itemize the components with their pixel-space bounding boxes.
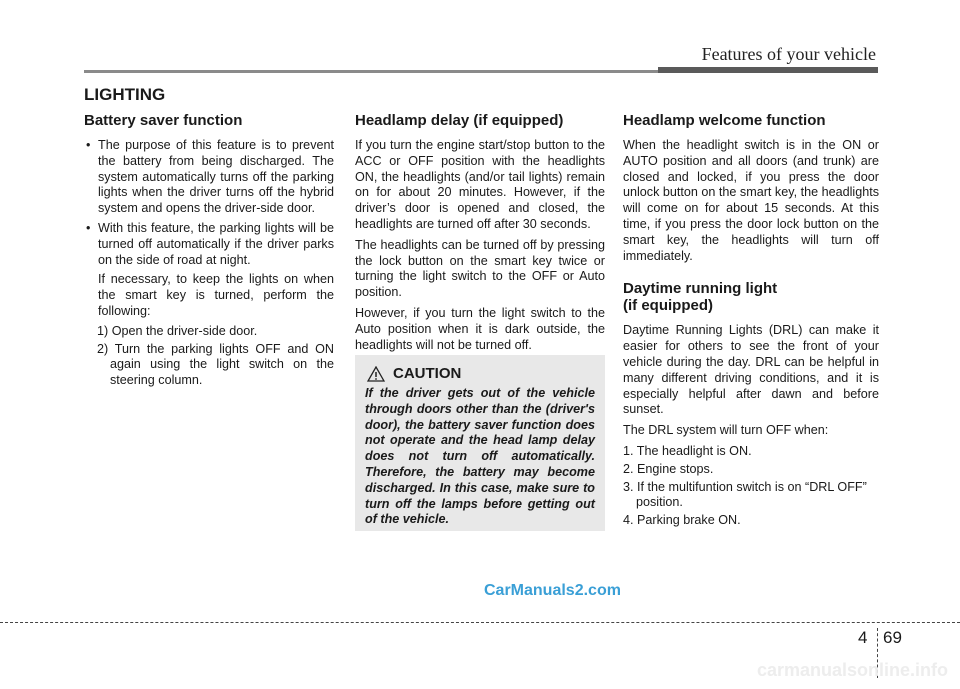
headlamp-delay-paragraph-1: If you turn the engine start/stop button to the ACC or OFF position with the headlights ON, the headlights (and/or tail lights) remain on for about 20 minutes. However, if the driver’s door is opened and closed, the headlights are turned off after 30 seconds. bbox=[355, 138, 605, 231]
drl-item-2: 2. Engine stops. bbox=[623, 461, 714, 476]
battery-bullet-2-text: With this feature, the parking lights will be turned off automatically if the driver parks on the side of road at night. bbox=[98, 220, 334, 267]
page-number: 69 bbox=[883, 628, 902, 647]
drl-heading-line-2: (if equipped) bbox=[623, 297, 713, 315]
battery-bullet-2 bbox=[84, 221, 334, 268]
battery-saver-heading: Battery saver function bbox=[84, 112, 243, 129]
caution-box bbox=[355, 355, 605, 531]
bullet-icon: • bbox=[86, 220, 91, 235]
drl-heading-line-1: Daytime running light bbox=[623, 280, 778, 298]
drl-item-4: 4. Parking brake ON. bbox=[623, 513, 741, 528]
drl-heading bbox=[623, 280, 879, 314]
battery-note: If necessary, to keep the lights on when the smart key is turned, perform the following: bbox=[98, 272, 334, 318]
header-title: Features of your vehicle bbox=[701, 44, 876, 64]
welcome-heading: Headlamp welcome function bbox=[623, 112, 826, 129]
battery-bullet-1 bbox=[84, 138, 334, 217]
column-welcome-drl bbox=[623, 112, 879, 531]
footer-site-watermark: carmanualsonline.info bbox=[756, 660, 948, 680]
battery-step-2: 2) Turn the parking lights OFF and ON again using the light switch on the steering column. bbox=[97, 341, 334, 388]
footer-divider bbox=[0, 622, 960, 623]
headlamp-delay-heading: Headlamp delay (if equipped) bbox=[355, 112, 564, 129]
battery-step-1: 1) Open the driver-side door. bbox=[97, 323, 258, 338]
drl-item-1: 1. The headlight is ON. bbox=[623, 443, 752, 458]
headlamp-delay-paragraph-3: However, if you turn the light switch to the Auto position when it is dark outside, the headlights will not be turned off. bbox=[355, 305, 605, 352]
warning-triangle-icon bbox=[367, 366, 385, 382]
column-headlamp-delay bbox=[355, 112, 605, 358]
drl-paragraph-2: The DRL system will turn OFF when: bbox=[623, 423, 829, 438]
caution-title: CAUTION bbox=[393, 365, 462, 382]
drl-item-3: 3. If the multifuntion switch is on “DRL OFF” position. bbox=[623, 479, 867, 510]
section-title: LIGHTING bbox=[84, 85, 166, 104]
drl-paragraph-1: Daytime Running Lights (DRL) can make it easier for others to see the front of your vehicle during the day. DRL can be helpful in many different driving conditions, and it is especially helpful after dawn and before sunset. bbox=[623, 323, 879, 417]
headlamp-delay-paragraph-2: The headlights can be turned off by pressing the lock button on the smart key twice or turning the light switch to the OFF or Auto position. bbox=[355, 237, 605, 300]
battery-bullet-1-text: The purpose of this feature is to prevent the battery from being discharged. The system automatically turns off the parking lights when the driver turns off the hybrid system and opens the driver-side door. bbox=[98, 138, 334, 216]
chapter-number: 4 bbox=[858, 628, 868, 647]
bullet-icon: • bbox=[86, 138, 91, 152]
welcome-paragraph: When the headlight switch is in the ON or AUTO position and all doors (and trunk) are closed and locked, if you press the door unlock button on the smart key, the headlights will come on for about 15 seconds. At this time, if you press the door lock button on the smart key, the headlights will turn off immediately. bbox=[623, 138, 879, 263]
column-battery-saver bbox=[84, 112, 334, 391]
caution-header bbox=[367, 365, 605, 382]
caution-text: If the driver gets out of the vehicle through doors other than the (driver's door), the battery saver function does not operate and the head lamp delay does not turn off automatically. Therefore, the battery may become discharged. In this case, make sure to turn off the lamps before getting out of the vehicle. bbox=[365, 386, 595, 527]
header-rule-accent bbox=[658, 67, 878, 73]
watermark-link[interactable]: CarManuals2.com bbox=[484, 582, 621, 599]
